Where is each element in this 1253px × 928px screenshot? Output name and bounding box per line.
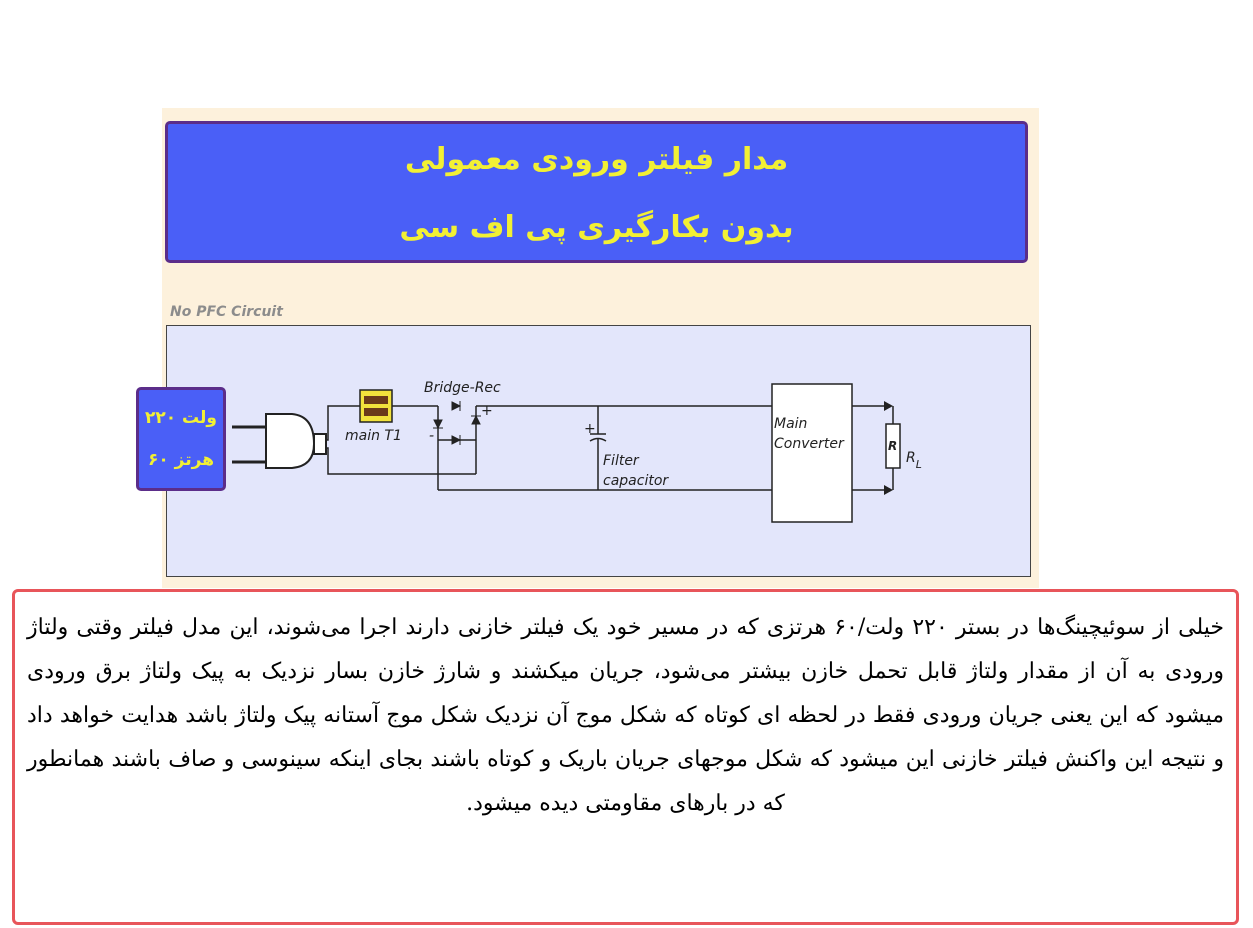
description-box xyxy=(12,589,1239,925)
input-voltage: ۲۲۰ ولت xyxy=(145,408,217,428)
bridge-plus-label: + xyxy=(481,403,493,419)
input-wires xyxy=(326,406,772,490)
capacitor-plus-label: + xyxy=(584,421,596,437)
converter-label-line-2: Converter xyxy=(774,436,844,452)
title-line-2: بدون بکارگیری پی اف سی xyxy=(399,210,794,245)
ac-plug-icon xyxy=(232,414,326,468)
converter-label-line-1: Main xyxy=(774,416,808,432)
input-frequency: ۶۰ هرتز xyxy=(148,450,214,470)
filter-label-line-1: Filter xyxy=(603,453,639,469)
diagram-caption: No PFC Circuit xyxy=(170,304,283,320)
transformer-label: main T1 xyxy=(345,428,402,444)
description-text: خیلی از سوئیچینگ‌ها در بستر ۲۲۰ ولت/۶۰ هرتزی که در مسیر خود یک فیلتر خازنی دارند اجرا می‌شوند، این مدل فیلتر وقتی ولتاژ ورودی به آن از مقدار ولتاژ قابل تحمل خازن بیشتر می‌شود، جریان میکشند و شارژ خازن بسار نزدیک به پیک ولتاژ برق ورودی میشود که این یعنی جریان ورودی فقط در لحظه ای کوتاه که شکل موج آن نزدیک شکل موج آستانه پیک ولتاژ باشد هدایت خواهد داد و نتیجه این واکنش فیلتر خازنی این میشود که شکل موجهای جریان باریک و کوتاه باشند بجای اینکه سینوسی و صاف باشند همانطور که در بارهای مقاومتی دیده میشود. xyxy=(27,615,1225,816)
filter-label-line-2: capacitor xyxy=(603,473,669,489)
transformer-icon xyxy=(360,390,392,422)
title-line-1: مدار فیلتر ورودی معمولی xyxy=(404,142,789,177)
bridge-label: Bridge-Rec xyxy=(424,380,501,396)
bridge-minus-label: - xyxy=(429,428,435,444)
load-label: $R_L$ xyxy=(906,450,922,471)
resistor-symbol: R xyxy=(888,439,898,453)
input-voltage-badge xyxy=(136,387,226,491)
main-converter-block xyxy=(772,384,852,522)
bridge-rectifier-icon xyxy=(433,401,481,445)
